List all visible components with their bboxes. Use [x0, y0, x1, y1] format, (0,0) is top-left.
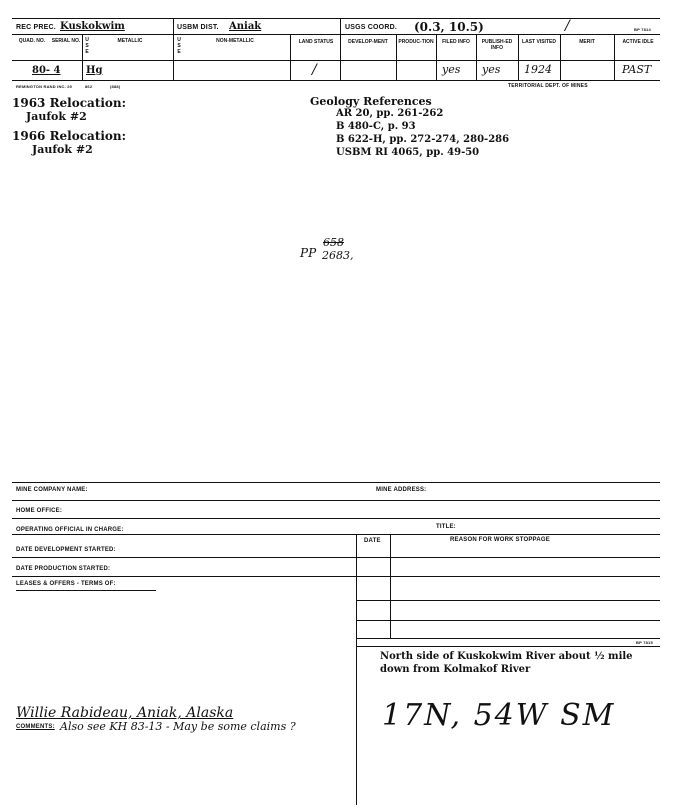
remington-text: REMINGTON RAND INC. 20 [16, 84, 73, 89]
metallic-header: METALLIC [117, 38, 143, 44]
divider [173, 18, 174, 80]
usbm-dist-value: Aniak [229, 21, 262, 32]
form-rule [356, 600, 660, 601]
divider [290, 34, 291, 80]
merit-header: MERIT [579, 39, 595, 45]
home-office-label: HOME OFFICE: [16, 508, 63, 514]
header-bottom-rule [12, 80, 660, 81]
pp-note: PP [300, 246, 317, 260]
pp-number: 2683, [322, 249, 354, 262]
geology-ref: USBM RI 4065, pp. 49-50 [336, 147, 480, 158]
reloc-1963-label: 1963 Relocation: [12, 96, 127, 110]
quad-no-header: QUAD. NO. [18, 38, 46, 44]
header-mid-rule [12, 34, 660, 35]
header-row-rule [12, 60, 660, 61]
form-rule [356, 646, 660, 647]
date-development-started-label: DATE DEVELOPMENT STARTED: [16, 547, 116, 553]
divider [436, 34, 437, 80]
land-status-header: LAND STATUS [298, 39, 334, 45]
form-rule [356, 620, 660, 621]
last-visited-header: LAST VISITED [522, 39, 556, 45]
form-number: BP 7814 [634, 27, 651, 32]
form-number-2: BP 7815 [636, 640, 653, 645]
title-label: TITLE: [436, 524, 456, 530]
mine-address-label: MINE ADDRESS: [376, 487, 427, 493]
mine-company-name-label: MINE COMPANY NAME: [16, 487, 88, 493]
divider [518, 34, 519, 80]
form-rule [12, 518, 660, 519]
geology-title: Geology References [310, 95, 432, 108]
non-metallic-header: NON-METALLIC [216, 38, 254, 44]
date-col-header: DATE [364, 538, 381, 544]
territorial-text: TERRITORIAL DEPT. OF MINES [508, 83, 588, 89]
geology-ref: B 480-C, p. 93 [336, 121, 416, 132]
usbm-dist-label: USBM DIST. [177, 24, 219, 31]
form-rule [356, 638, 660, 639]
comments-label: COMMENTS: [16, 724, 55, 730]
filed-info-header: FILED INFO [442, 39, 470, 45]
filed-info-value: yes [442, 63, 461, 76]
form-rule [12, 576, 660, 577]
geology-ref: AR 20, pp. 261-262 [336, 108, 444, 119]
published-info-value: yes [482, 63, 501, 76]
reloc-1966-label: 1966 Relocation: [12, 129, 127, 143]
serial-no-header: SERIAL NO. [51, 38, 81, 44]
form-top-rule [12, 482, 660, 483]
active-idle-value: PAST [622, 63, 652, 76]
pp-crossed-number: 658 [323, 236, 344, 249]
divider [476, 34, 477, 80]
divider [396, 34, 397, 80]
reloc-1966-value: Jaufok #2 [32, 143, 93, 156]
last-visited-value: 1924 [524, 63, 552, 76]
published-info-header: PUBLISH-ED INFO [481, 39, 513, 51]
location-description: North side of Kuskokwim River about ½ mile down from Kolmakof River [380, 651, 633, 675]
date-production-started-label: DATE PRODUCTION STARTED: [16, 566, 111, 572]
rec-prec-label: REC PREC. [16, 24, 56, 31]
quad-serial-value: 80- 4 [32, 65, 61, 76]
comments-text: Also see KH 83-13 - May be some claims ? [60, 720, 296, 733]
use-header-2: U S E [177, 37, 181, 55]
divider [340, 18, 341, 80]
location-code: 17N, 54W SM [382, 698, 616, 733]
code-text-2: (888) [110, 84, 121, 89]
use-header-1: U S E [85, 37, 89, 55]
development-header: DEVELOP-MENT [348, 39, 388, 45]
header-top-rule [12, 18, 660, 19]
land-status-value: / [312, 62, 317, 78]
owner-name: Willie Rabideau, Aniak, Alaska [16, 705, 234, 721]
operating-official-label: OPERATING OFFICIAL IN CHARGE: [16, 527, 124, 533]
leases-offers-label: LEASES & OFFERS - TERMS OF: [16, 581, 116, 587]
usgs-coord-value: (0.3, 10.5) [414, 20, 484, 34]
rec-prec-value: Kuskokwim [60, 21, 125, 32]
code-text: 862 [85, 84, 93, 89]
slash-mark: / [565, 18, 570, 34]
form-rule [12, 557, 660, 558]
divider [560, 34, 561, 80]
form-rule [12, 534, 660, 535]
date-col-divider [390, 534, 391, 638]
usgs-coord-label: USGS COORD. [345, 24, 397, 31]
form-rule [12, 500, 660, 501]
form-center-divider [356, 534, 357, 805]
divider [614, 34, 615, 80]
reloc-1963-value: Jaufok #2 [26, 110, 87, 123]
leases-underline [16, 590, 156, 591]
reason-col-header: REASON FOR WORK STOPPAGE [450, 537, 550, 543]
metallic-value: Hg [86, 65, 103, 76]
active-idle-header: ACTIVE IDLE [622, 39, 654, 45]
production-header: PRODUC-TION [398, 39, 434, 45]
divider [82, 34, 83, 80]
geology-ref: B 622-H, pp. 272-274, 280-286 [336, 134, 510, 145]
